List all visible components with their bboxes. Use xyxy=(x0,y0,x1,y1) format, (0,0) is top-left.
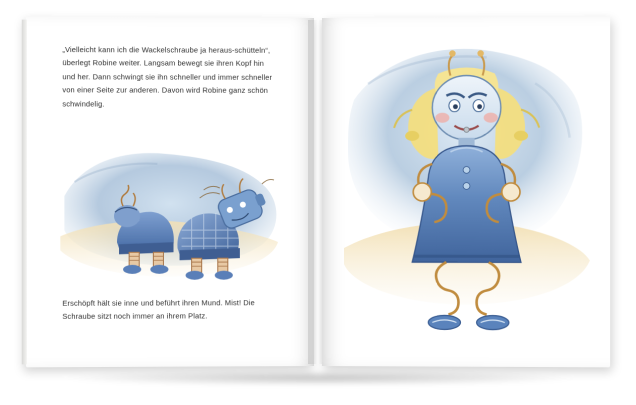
left-page-illustration xyxy=(52,138,286,289)
hand-right xyxy=(502,183,520,201)
button-upper xyxy=(463,166,470,173)
left-page-paragraph-top: „Vielleicht kann ich die Wackelschraube ja heraus-schütteln“, überlegt Robine weiter. Langsam bewegt sie ihren Kopf hin und her. Dann schwingt sie ihn schneller und immer schneller von einer Seite zur anderen. Davon wird Robine ganz schön schwindelig. xyxy=(62,45,273,109)
left-page-edge xyxy=(22,20,27,365)
left-page xyxy=(26,17,314,368)
right-page xyxy=(322,17,610,368)
left-illustration-svg xyxy=(52,138,286,289)
cheek-left xyxy=(435,113,449,123)
right-illustration-svg xyxy=(338,39,596,341)
book-drop-shadow xyxy=(58,370,582,386)
hand-left xyxy=(413,183,431,201)
shoes xyxy=(428,315,509,329)
loose-screw xyxy=(464,127,469,132)
cheek-right xyxy=(484,113,498,123)
open-book xyxy=(28,18,608,373)
left-page-paragraph-bottom: Erschöpft hält sie inne und beführt ihren Mund. Mist! Die Schraube sitzt noch immer an ihrem Platz. xyxy=(62,298,255,322)
button-lower xyxy=(463,183,470,190)
right-page-illustration xyxy=(338,39,596,341)
robot-head xyxy=(432,75,501,139)
